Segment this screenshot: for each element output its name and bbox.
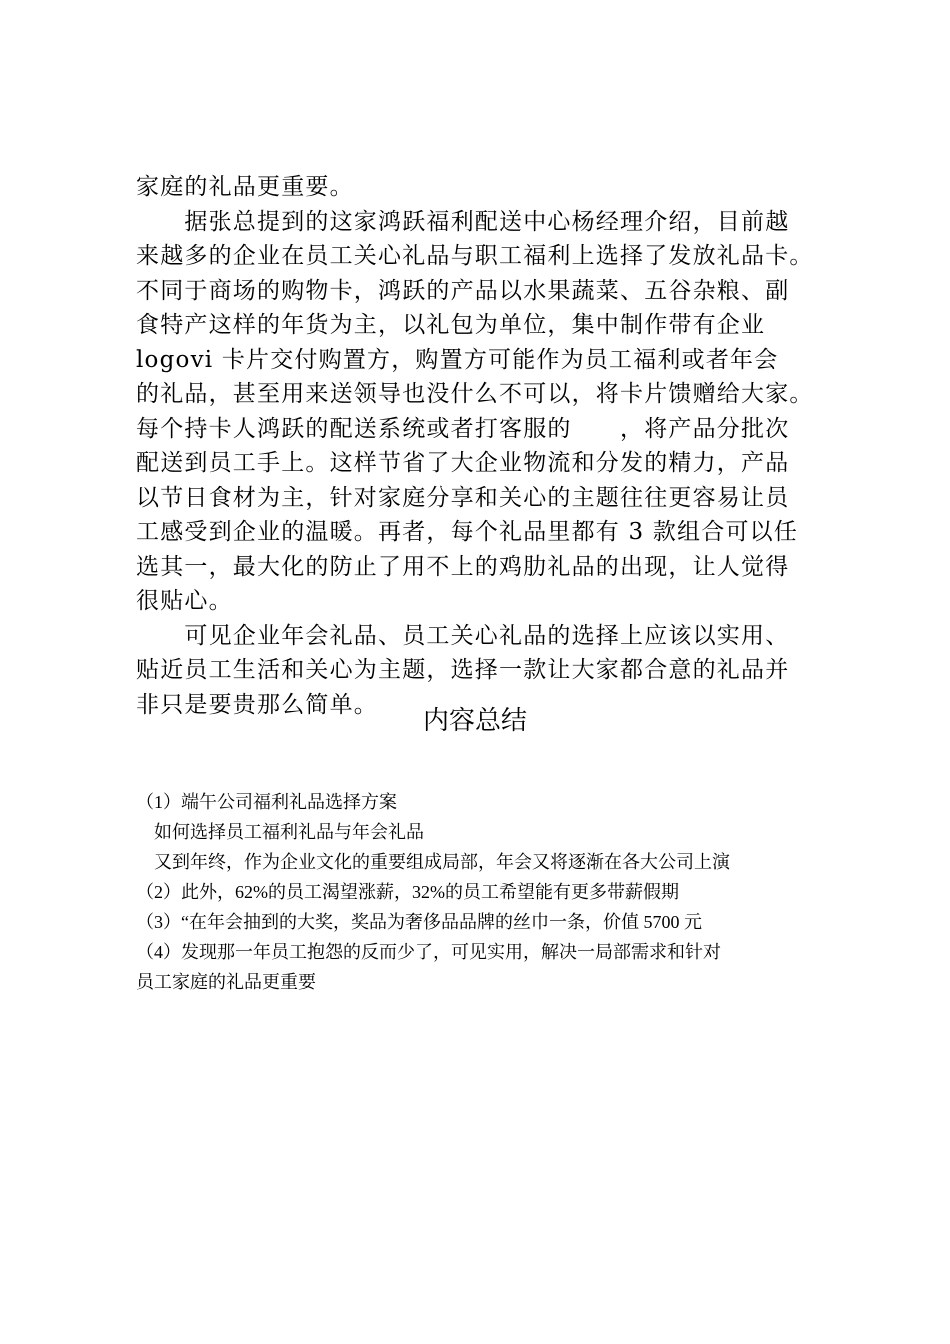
body-line: 以节日食材为主，针对家庭分享和关心的主题往往更容易让员 bbox=[136, 484, 790, 511]
body-line: logovi 卡片交付购置方，购置方可能作为员工福利或者年会 bbox=[136, 346, 779, 373]
body-line: 的礼品，甚至用来送领导也没什么不可以，将卡片馈赠给大家。 bbox=[136, 381, 814, 407]
body-line: 来越多的企业在员工关心礼品与职工福利上选择了发放礼品卡。 bbox=[136, 243, 814, 269]
body-line: 每个持卡人鸿跃的配送系统或者打客服的 ，将产品分批次 bbox=[136, 415, 790, 442]
summary-item: （2）此外，62%的员工渴望涨薪，32%的员工希望能有更多带薪假期 bbox=[136, 882, 679, 902]
summary-item: 员工家庭的礼品更重要 bbox=[136, 972, 316, 992]
summary-title: 内容总结 bbox=[422, 706, 527, 735]
body-line: 工感受到企业的温暖。再者，每个礼品里都有 3 款组合可以任 bbox=[136, 519, 799, 545]
summary-list bbox=[136, 787, 836, 997]
body-line: 可见企业年会礼品、员工关心礼品的选择上应该以实用、 bbox=[136, 622, 790, 649]
body-line: 很贴心。 bbox=[136, 588, 233, 614]
body-line: 食特产这样的年货为主，以礼包为单位，集中制作带有企业 bbox=[136, 312, 766, 338]
summary-item: （4）发现那一年员工抱怨的反而少了，可见实用，解决一局部需求和针对 bbox=[136, 942, 721, 962]
body-line: 非只是要贵那么简单。 bbox=[136, 691, 378, 718]
summary-item: （3）“在年会抽到的大奖，奖品为奢侈品品牌的丝巾一条，价值 5700 元 bbox=[136, 912, 702, 932]
summary-item: （1）端午公司福利礼品选择方案 bbox=[136, 792, 397, 812]
summary-item: 又到年终，作为企业文化的重要组成局部，年会又将逐渐在各大公司上演 bbox=[136, 852, 730, 872]
body-text bbox=[136, 170, 836, 722]
body-line: 配送到员工手上。这样节省了大企业物流和分发的精力，产品 bbox=[136, 450, 790, 476]
body-line: 家庭的礼品更重要。 bbox=[136, 174, 354, 200]
body-line: 贴近员工生活和关心为主题，选择一款让大家都合意的礼品并 bbox=[136, 657, 790, 683]
summary-item: 如何选择员工福利礼品与年会礼品 bbox=[136, 822, 424, 842]
body-line: 不同于商场的购物卡，鸿跃的产品以水果蔬菜、五谷杂粮、副 bbox=[136, 277, 790, 304]
body-line: 选其一，最大化的防止了用不上的鸡肋礼品的出现，让人觉得 bbox=[136, 553, 790, 580]
body-line: 据张总提到的这家鸿跃福利配送中心杨经理介绍，目前越 bbox=[136, 208, 790, 235]
